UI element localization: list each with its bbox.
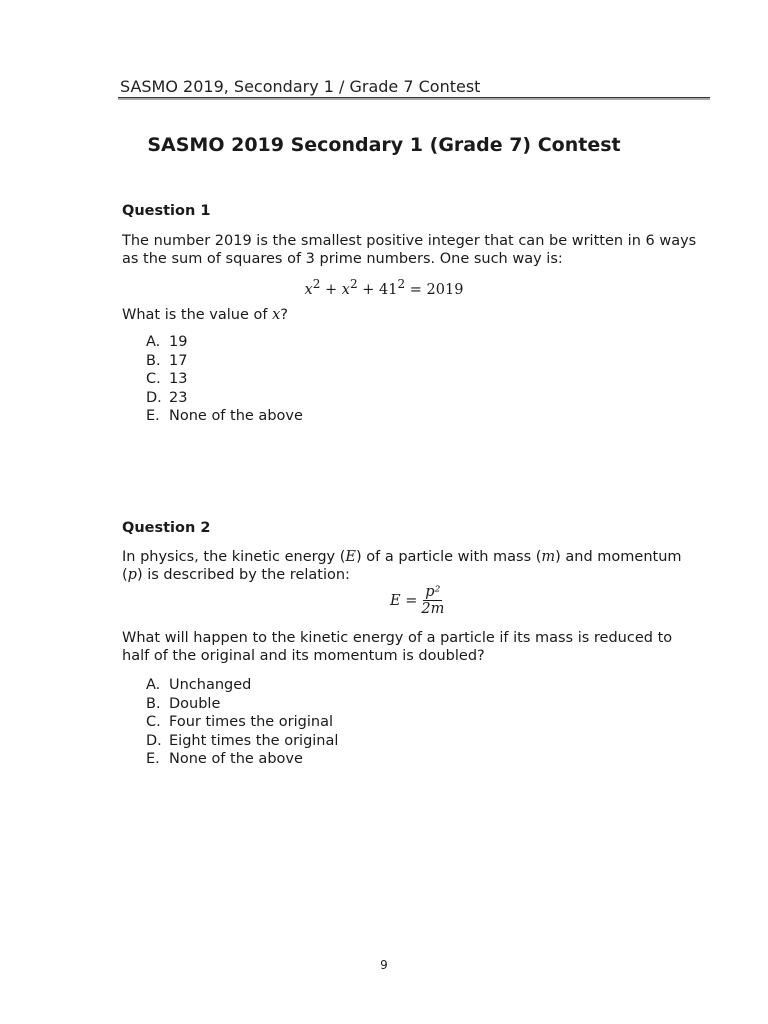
question-1-prompt — [122, 306, 702, 324]
question-2-prompt: What will happen to the kinetic energy of a particle if its mass is reduced to half of the original and its momentum is doubled? — [122, 630, 673, 664]
question-2-heading: Question 2 — [122, 520, 211, 536]
eq-var-x1: x — [304, 281, 313, 298]
eq-fraction — [421, 584, 444, 617]
option-c[interactable] — [146, 370, 303, 389]
running-header: SASMO 2019, Secondary 1 / Grade 7 Contest — [120, 77, 481, 96]
text-part: In physics, the kinetic energy ( — [122, 549, 346, 565]
option-letter: E. — [146, 408, 160, 424]
eq-exp-3: 2 — [397, 277, 406, 291]
var-momentum: p — [127, 567, 137, 583]
option-letter: B. — [146, 352, 161, 369]
eq-rhs: = 2019 — [405, 281, 464, 298]
option-a[interactable] — [146, 333, 303, 352]
eq-exp-1: 2 — [312, 277, 321, 291]
option-e[interactable] — [146, 750, 338, 769]
eq-plus-1: + — [320, 281, 342, 298]
option-text: Four times the original — [169, 714, 333, 730]
option-text: 13 — [169, 371, 188, 387]
eq-plus-2: + — [357, 281, 380, 298]
option-d[interactable] — [146, 732, 338, 751]
option-letter: A. — [146, 334, 161, 350]
question-1-options — [146, 333, 303, 426]
page-title: SASMO 2019 Secondary 1 (Grade 7) Contest — [147, 134, 621, 156]
eq-var-x2: x — [341, 281, 350, 298]
option-text: Double — [169, 695, 221, 712]
option-text: Eight times the original — [169, 732, 339, 749]
option-text: None of the above — [169, 751, 303, 767]
prompt-text: What is the value of — [122, 307, 273, 323]
option-b[interactable] — [146, 352, 303, 371]
question-2-text — [122, 548, 702, 584]
option-text: Unchanged — [169, 677, 252, 693]
prompt-variable: x — [272, 307, 281, 323]
var-mass: m — [541, 549, 556, 565]
option-letter: A. — [146, 677, 161, 693]
option-a[interactable] — [146, 676, 338, 695]
eq-numerator: p² — [425, 584, 441, 600]
question-2-equation — [390, 584, 444, 617]
var-energy: E — [345, 549, 356, 565]
option-text: 17 — [169, 352, 188, 369]
question-2-options — [146, 676, 338, 769]
eq-lhs: E = — [390, 592, 418, 609]
option-letter: D. — [146, 389, 162, 406]
question-1-equation — [0, 277, 768, 298]
text-part: ) and momentum ( — [122, 549, 682, 583]
question-1-text: The number 2019 is the smallest positive integer that can be written in 6 ways as the sum of squares of 3 prime numbers. One such way is: — [122, 233, 697, 267]
prompt-end: ? — [280, 307, 288, 323]
option-text: 19 — [169, 334, 188, 350]
option-letter: D. — [146, 732, 162, 749]
option-text: 23 — [169, 389, 188, 406]
text-part: ) is described by the relation: — [136, 567, 350, 583]
option-b[interactable] — [146, 695, 338, 714]
eq-constant: 41 — [379, 281, 398, 298]
option-letter: C. — [146, 714, 161, 730]
header-rule — [118, 97, 710, 100]
option-e[interactable] — [146, 407, 303, 426]
eq-exp-2: 2 — [349, 277, 358, 291]
option-letter: B. — [146, 695, 161, 712]
text-part: ) of a particle with mass ( — [356, 549, 542, 565]
option-d[interactable] — [146, 389, 303, 408]
page-number: 9 — [380, 958, 388, 972]
option-c[interactable] — [146, 713, 338, 732]
eq-denominator: 2m — [421, 601, 445, 617]
question-1-heading: Question 1 — [122, 203, 211, 219]
option-text: None of the above — [169, 408, 303, 424]
option-letter: C. — [146, 371, 161, 387]
option-letter: E. — [146, 751, 160, 767]
